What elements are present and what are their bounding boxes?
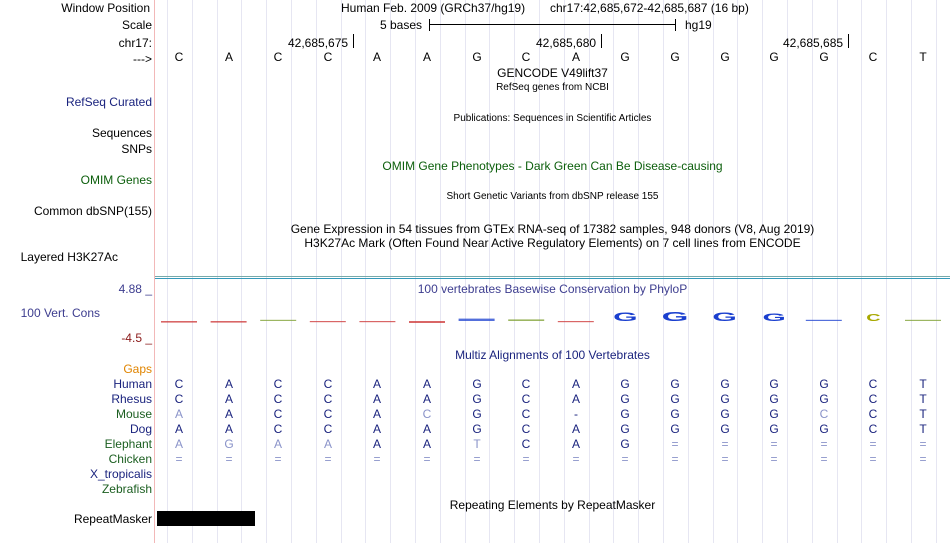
conservation-bar [409,321,445,323]
track-label-h3k27ac[interactable]: Layered H3K27Ac [20,250,118,264]
alignment-base-mouse: T [919,407,927,421]
track-label-conservation[interactable]: 100 Vert. Cons [20,306,100,320]
track-image[interactable] [155,0,950,543]
repeatmasker-title: Repeating Elements by RepeatMasker [449,498,656,512]
sequence-base: G [472,50,482,64]
alignment-base-rhesus: C [868,392,878,406]
alignment-base-mouse: - [574,407,578,421]
alignment-base-mouse: G [720,407,730,421]
track-labels-column [0,0,154,543]
alignment-base-elephant: A [273,437,282,451]
alignment-base-rhesus: G [472,392,482,406]
alignment-base-elephant: A [174,437,183,451]
alignment-base-chicken: = [274,452,282,466]
alignment-base-chicken: = [820,452,828,466]
alignment-base-elephant: = [770,437,778,451]
alignment-base-rhesus: G [769,392,779,406]
coord-tick-1 [353,34,354,48]
alignment-base-human: A [372,377,381,391]
cons-min-label: -4.5 _ [121,331,152,345]
sequence-base: G [769,50,779,64]
alignment-base-rhesus: C [521,392,531,406]
alignment-base-rhesus: G [620,392,630,406]
alignment-base-human: T [919,377,927,391]
assembly-text: Human Feb. 2009 (GRCh37/hg19) [341,1,526,15]
scale-bar-left-tick [429,19,430,31]
phylop-title: 100 vertebrates Basewise Conservation by PhyloP [417,282,688,296]
sequence-base: C [323,50,333,64]
species-label-rhesus: Rhesus [111,392,152,406]
sequence-base: A [571,50,580,64]
gtex-title: Gene Expression in 54 tissues from GTEx RNA-seq of 17382 samples, 948 donors (V8, Aug 2019) [290,222,815,236]
track-label-refseq[interactable]: RefSeq Curated [65,95,152,109]
alignment-base-mouse: C [868,407,878,421]
alignment-base-mouse: C [273,407,283,421]
alignment-base-dog: C [323,422,333,436]
species-label-zebrafish: Zebrafish [101,482,152,496]
alignment-base-human: C [521,377,531,391]
alignment-base-rhesus: C [323,392,333,406]
alignment-base-chicken: = [721,452,729,466]
alignment-base-mouse: G [769,407,779,421]
species-label-mouse: Mouse [115,407,152,421]
conservation-bar [508,319,544,321]
alignment-base-chicken: = [869,452,877,466]
alignment-base-elephant: A [571,437,580,451]
h3k27ac-title: H3K27Ac Mark (Often Found Near Active Regulatory Elements) on 7 cell lines from ENCODE [304,236,801,250]
alignment-base-chicken: = [324,452,332,466]
track-label-repeatmasker[interactable]: RepeatMasker [73,512,152,526]
coord-tick-3 [848,34,849,48]
alignment-base-chicken: = [473,452,481,466]
alignment-base-dog: G [472,422,482,436]
alignment-base-human: C [273,377,283,391]
alignment-base-dog: T [919,422,927,436]
track-label-sequences[interactable]: Sequences [91,126,152,140]
alignment-base-dog: A [422,422,431,436]
alignment-base-rhesus: A [422,392,431,406]
conservation-bar [211,321,247,323]
multiz-title: Multiz Alignments of 100 Vertebrates [455,348,650,362]
alignment-base-chicken: = [175,452,183,466]
track-label-dbsnp[interactable]: Common dbSNP(155) [33,204,152,218]
dbsnp-title: Short Genetic Variants from dbSNP release 155 [446,191,659,202]
alignment-base-human: G [769,377,779,391]
alignment-base-elephant: T [473,437,481,451]
alignment-base-rhesus: A [571,392,580,406]
alignment-base-human: A [571,377,580,391]
strand-label: ---> [133,52,152,66]
alignment-base-dog: G [769,422,779,436]
alignment-base-dog: A [224,422,233,436]
alignment-base-rhesus: G [720,392,730,406]
alignment-base-mouse: A [224,407,233,421]
conservation-letter: C [866,312,881,324]
sequence-base: G [620,50,630,64]
alignment-base-mouse: G [670,407,680,421]
sequence-base: G [720,50,730,64]
sequence-base: C [273,50,283,64]
species-label-chicken: Chicken [108,452,152,466]
sequence-base: C [174,50,184,64]
alignment-base-rhesus: G [670,392,680,406]
scale-label: Scale [121,18,152,32]
alignment-base-rhesus: C [174,392,184,406]
alignment-base-mouse: C [323,407,333,421]
alignment-base-elephant: A [323,437,332,451]
species-label-human: Human [113,377,152,391]
sequence-base: C [521,50,531,64]
alignment-base-chicken: = [522,452,530,466]
conservation-letter: G [661,309,689,324]
alignment-base-elephant: A [422,437,431,451]
alignment-base-human: C [174,377,184,391]
alignment-base-dog: C [868,422,878,436]
alignment-base-elephant: = [919,437,927,451]
sequence-base: T [919,50,927,64]
alignment-base-elephant: C [521,437,531,451]
alignment-base-elephant: = [721,437,729,451]
alignment-base-rhesus: G [819,392,829,406]
alignment-base-mouse: C [422,407,432,421]
alignment-base-human: G [819,377,829,391]
conservation-bar [310,321,346,322]
alignment-base-human: G [670,377,680,391]
conservation-bar [806,320,842,321]
coord-label-1: 42,685,675 [288,36,349,50]
alignment-base-human: C [868,377,878,391]
window-position-label: Window Position [61,1,150,15]
alignment-base-human: C [323,377,333,391]
alignment-base-human: G [720,377,730,391]
conservation-bar [459,319,495,321]
alignment-base-mouse: A [174,407,183,421]
conservation-bar [905,320,941,321]
track-separator-2 [155,278,950,279]
conservation-letter: G [613,311,638,324]
alignment-base-dog: A [571,422,580,436]
coord-label-2: 42,685,680 [536,36,597,50]
conservation-logo [155,296,950,336]
alignment-base-elephant: A [372,437,381,451]
alignment-base-mouse: G [620,407,630,421]
conservation-bar [359,321,395,322]
alignment-base-chicken: = [621,452,629,466]
alignment-base-dog: G [620,422,630,436]
conservation-letter: G [712,311,737,324]
coord-tick-2 [601,34,602,48]
alignment-base-chicken: = [373,452,381,466]
alignment-base-elephant: G [224,437,234,451]
alignment-base-dog: C [521,422,531,436]
track-label-omim[interactable]: OMIM Genes [80,173,152,187]
conservation-letter: G [762,311,786,324]
alignment-base-dog: G [720,422,730,436]
alignment-base-chicken: = [423,452,431,466]
alignment-base-rhesus: T [919,392,927,406]
alignment-base-dog: G [670,422,680,436]
alignment-base-rhesus: C [273,392,283,406]
repeat-element-block[interactable] [157,511,255,526]
sequence-base: C [868,50,878,64]
track-separator [155,276,950,277]
conservation-bar [558,321,594,322]
scale-bar-db: hg19 [685,18,712,32]
alignment-base-human: A [422,377,431,391]
alignment-base-dog: C [273,422,283,436]
alignment-base-dog: A [372,422,381,436]
alignment-base-human: G [620,377,630,391]
alignment-base-mouse: G [472,407,482,421]
sequence-base: A [224,50,233,64]
chrom-label: chr17: [118,36,152,50]
species-label-elephant: Elephant [104,437,152,451]
alignment-base-mouse: C [521,407,531,421]
alignment-base-human: A [224,377,233,391]
alignment-base-dog: A [174,422,183,436]
conservation-bar [260,320,296,321]
cons-max-label: 4.88 _ [118,282,152,296]
alignment-base-human: G [472,377,482,391]
alignment-base-elephant: G [620,437,630,451]
alignment-base-dog: G [819,422,829,436]
alignment-base-mouse: C [819,407,829,421]
sequence-base: A [422,50,431,64]
alignment-base-elephant: = [820,437,828,451]
conservation-bar [161,321,197,323]
sequence-base: A [372,50,381,64]
alignment-base-elephant: = [869,437,877,451]
scale-bar [429,24,676,25]
sequence-base: G [670,50,680,64]
coord-label-3: 42,685,685 [783,36,844,50]
species-label-gaps: Gaps [123,362,152,376]
sequence-base: G [819,50,829,64]
species-label-xtropicalis: X_tropicalis [89,467,152,481]
alignment-base-rhesus: A [372,392,381,406]
species-label-dog: Dog [129,422,152,436]
track-label-snps[interactable]: SNPs [121,142,152,156]
alignment-base-chicken: = [225,452,233,466]
scale-bar-label: 5 bases [380,18,423,32]
alignment-base-mouse: A [372,407,381,421]
publications-title: Publications: Sequences in Scientific Articles [453,113,652,124]
alignment-base-chicken: = [919,452,927,466]
alignment-base-chicken: = [770,452,778,466]
alignment-base-chicken: = [671,452,679,466]
alignment-base-elephant: = [671,437,679,451]
scale-bar-right-tick [675,19,676,31]
position-text: chr17:42,685,672-42,685,687 (16 bp) [550,1,749,15]
refseq-subtitle: RefSeq genes from NCBI [496,82,609,93]
gencode-title: GENCODE V49lift37 [497,66,608,80]
alignment-base-rhesus: A [224,392,233,406]
alignment-base-chicken: = [572,452,580,466]
omim-title: OMIM Gene Phenotypes - Dark Green Can Be Disease-causing [382,159,723,173]
